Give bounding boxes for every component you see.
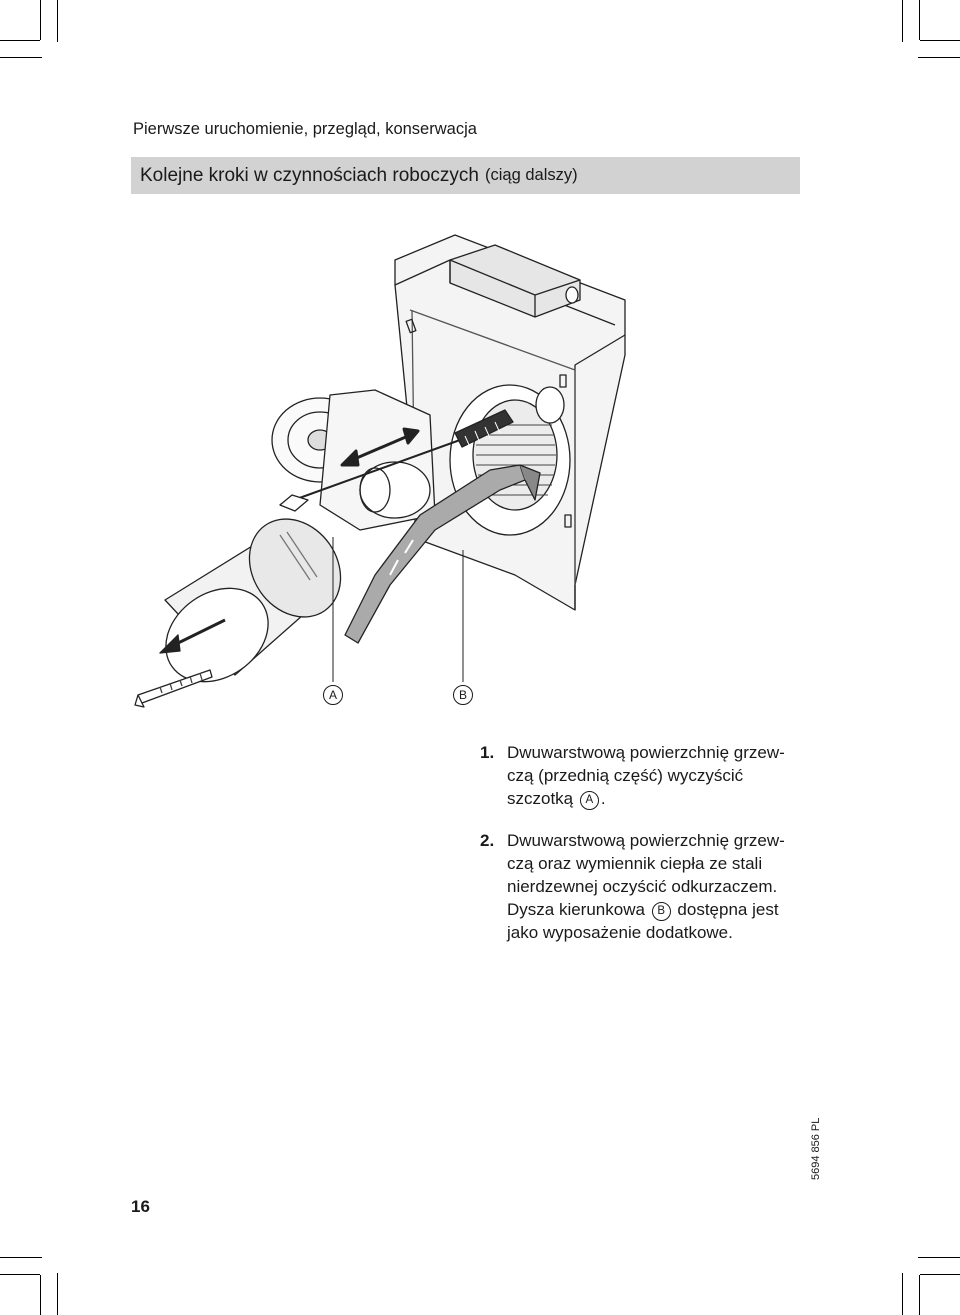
crop-mark bbox=[902, 0, 903, 42]
crop-mark bbox=[0, 1274, 40, 1275]
step-line bbox=[507, 787, 810, 810]
crop-mark bbox=[40, 0, 41, 40]
callout-b: B bbox=[453, 685, 473, 705]
step-line: czą (przednią część) wyczyścić bbox=[507, 766, 744, 785]
callout-ref-a: A bbox=[580, 791, 599, 810]
crop-mark bbox=[57, 1273, 58, 1315]
step-line: nierdzewnej oczyścić odkurzaczem. bbox=[507, 877, 778, 896]
step-text: Dysza kierunkowa bbox=[507, 900, 645, 919]
crop-mark bbox=[918, 57, 960, 58]
step-1 bbox=[480, 741, 810, 810]
crop-mark bbox=[57, 0, 58, 42]
page-title: Kolejne kroki w czynnościach roboczych bbox=[140, 164, 479, 186]
crop-mark bbox=[919, 1275, 920, 1315]
step-number: 2. bbox=[480, 831, 495, 850]
heat-exchanger-opening bbox=[450, 385, 570, 535]
crop-mark bbox=[918, 1257, 960, 1258]
crop-mark bbox=[0, 57, 42, 58]
page-number: 16 bbox=[131, 1197, 150, 1216]
callout-ref-b: B bbox=[652, 902, 671, 921]
document-number: 5694 856 PL bbox=[810, 1117, 822, 1180]
crop-mark bbox=[902, 1273, 903, 1315]
crop-mark bbox=[920, 40, 960, 41]
crop-mark bbox=[40, 1275, 41, 1315]
removed-burner-cylinder bbox=[148, 501, 359, 701]
callout-a: A bbox=[323, 685, 343, 705]
page-title-suffix: (ciąg dalszy) bbox=[485, 166, 578, 184]
step-line: Dwuwarstwową powierzchnię grzew- bbox=[507, 831, 785, 850]
step-2 bbox=[480, 829, 810, 944]
step-text: . bbox=[600, 789, 606, 808]
step-line: czą oraz wymiennik ciepła ze stali bbox=[507, 854, 763, 873]
step-line bbox=[507, 898, 810, 921]
crop-mark bbox=[919, 0, 920, 40]
crop-mark bbox=[0, 1257, 42, 1258]
step-text: dostępna jest bbox=[677, 900, 779, 919]
rail-tool bbox=[135, 670, 212, 707]
section-heading: Pierwsze uruchomienie, przegląd, konserwacja bbox=[133, 120, 477, 138]
step-line: Dwuwarstwową powierzchnię grzew- bbox=[507, 743, 785, 762]
boiler-cleaning-illustration bbox=[120, 215, 720, 715]
step-text: szczotką bbox=[507, 789, 574, 808]
step-number: 1. bbox=[480, 743, 495, 762]
title-banner bbox=[131, 157, 800, 194]
step-line: jako wyposażenie dodatkowe. bbox=[507, 923, 733, 942]
crop-mark bbox=[920, 1274, 960, 1275]
crop-mark bbox=[0, 40, 40, 41]
